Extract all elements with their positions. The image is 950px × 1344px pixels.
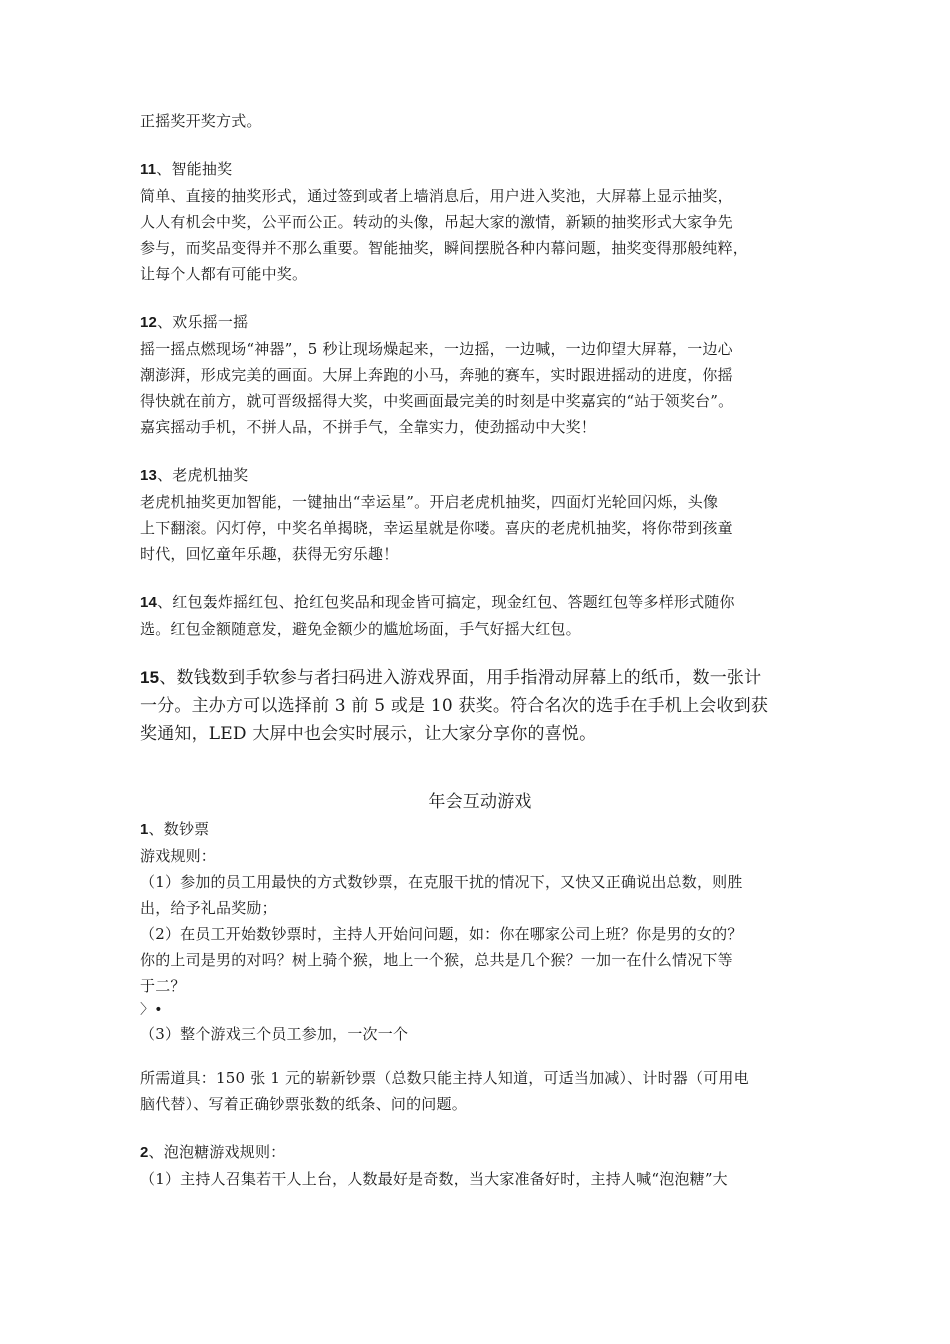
section-number: 13 (140, 467, 158, 484)
game-title: 、数钞票 (148, 820, 210, 838)
paragraph-line: 嘉宾摇动手机，不拼人品，不拼手气，全靠实力，使劲摇动中大奖！ (140, 418, 597, 436)
section-text: 、红包轰炸摇红包、抢红包奖品和现金皆可搞定，现金红包、答题红包等多样形式随你 (157, 593, 735, 611)
paragraph-line: 得快就在前方，就可晋级摇得大奖，中奖画面最完美的时刻是中奖嘉宾的“站于领奖台”。 (140, 392, 734, 410)
rule-line: 出，给予礼品奖励； (140, 899, 277, 917)
rules-label: 游戏规则： (140, 847, 217, 865)
game-title: 、泡泡糖游戏规则： (148, 1143, 286, 1161)
paragraph-line: 人人有机会中奖，公平而公正。转动的头像，吊起大家的激情，新颖的抽奖形式大家争先 (140, 213, 733, 231)
paragraph-line: 摇一摇点燃现场“神器”，5 秒让现场燥起来，一边摇，一边喊，一边仰望大屏幕，一边心 (140, 340, 733, 358)
rule-line: （1）参加的员工用最快的方式数钞票，在克服干扰的情况下，又快又正确说出总数，则胜 (140, 873, 743, 891)
section-title: 、欢乐摇一摇 (157, 313, 249, 331)
section-number: 12 (140, 314, 158, 331)
section-text: 、数钱数到手软参与者扫码进入游戏界面，用手指滑动屏幕上的纸币，数一张计 (159, 668, 762, 688)
section-number: 14 (140, 594, 158, 611)
section-heading (140, 156, 820, 183)
section-number: 15 (140, 668, 160, 687)
section-title: 、智能抽奖 (156, 160, 233, 178)
section-heading (140, 309, 820, 336)
game-heading (140, 816, 820, 843)
paragraph-line: 奖通知，LED 大屏中也会实时展示，让大家分享你的喜悦。 (140, 724, 597, 744)
rule-line: （3）整个游戏三个员工参加，一次一个 (140, 1025, 409, 1043)
games-title: 年会互动游戏 (428, 792, 532, 812)
game-2 (140, 1139, 820, 1192)
document-page (140, 108, 820, 1192)
intro-tail: 正摇奖开奖方式。 (140, 112, 262, 130)
paragraph-line: 一分。主办方可以选择前 3 前 5 或是 10 获奖。符合名次的选手在手机上会收到获 (140, 696, 769, 716)
bullet-marker: 〉• (140, 1002, 163, 1018)
paragraph-line: 老虎机抽奖更加智能，一键抽出“幸运星”。开启老虎机抽奖，四面灯光轮回闪烁，头像 (140, 493, 719, 511)
section-first-line (140, 664, 820, 692)
game-number: 1 (140, 821, 149, 838)
section-first-line (140, 589, 820, 616)
section-11 (140, 156, 820, 287)
rule-line: （1）主持人召集若干人上台，人数最好是奇数，当大家准备好时，主持人喊“泡泡糖”大 (140, 1170, 728, 1188)
paragraph-line: 简单、直接的抽奖形式，通过签到或者上墙消息后，用户进入奖池，大屏幕上显示抽奖， (140, 187, 733, 205)
props-line: 脑代替）、写着正确钞票张数的纸条、问的问题。 (140, 1095, 467, 1113)
section-heading (140, 462, 820, 489)
paragraph-line: 让每个人都有可能中奖。 (140, 265, 308, 283)
section-13 (140, 462, 820, 567)
paragraph-line: 选。红包金额随意发，避免金额少的尴尬场面，手气好摇大红包。 (140, 620, 581, 638)
paragraph-line: 时代，回忆童年乐趣，获得无穷乐趣！ (140, 545, 399, 563)
paragraph-line: 潮澎湃，形成完美的画面。大屏上奔跑的小马，奔驰的赛车，实时跟进摇动的进度，你摇 (140, 366, 733, 384)
props-line: 所需道具：150 张 1 元的崭新钞票（总数只能主持人知道，可适当加减）、计时器（可用电 (140, 1069, 749, 1087)
rule-line: 你的上司是男的对吗？树上骑个猴，地上一个猴，总共是几个猴？一加一在什么情况下等 (140, 951, 733, 969)
section-title: 、老虎机抽奖 (157, 466, 249, 484)
rule-line: 于二？ (140, 977, 186, 995)
paragraph-line: 参与，而奖品变得并不那么重要。智能抽奖，瞬间摆脱各种内幕问题，抽奖变得那般纯粹， (140, 239, 749, 257)
section-number: 11 (140, 161, 157, 178)
game-1 (140, 816, 820, 1117)
section-14 (140, 589, 820, 642)
paragraph-line: 上下翻滚。闪灯停，中奖名单揭晓，幸运星就是你喽。喜庆的老虎机抽奖，将你带到孩童 (140, 519, 733, 537)
game-number: 2 (140, 1144, 149, 1161)
section-12 (140, 309, 820, 440)
rule-line: （2）在员工开始数钞票时，主持人开始问问题，如：你在哪家公司上班？你是男的女的？ (140, 925, 743, 943)
section-15 (140, 664, 820, 748)
game-heading (140, 1139, 820, 1166)
